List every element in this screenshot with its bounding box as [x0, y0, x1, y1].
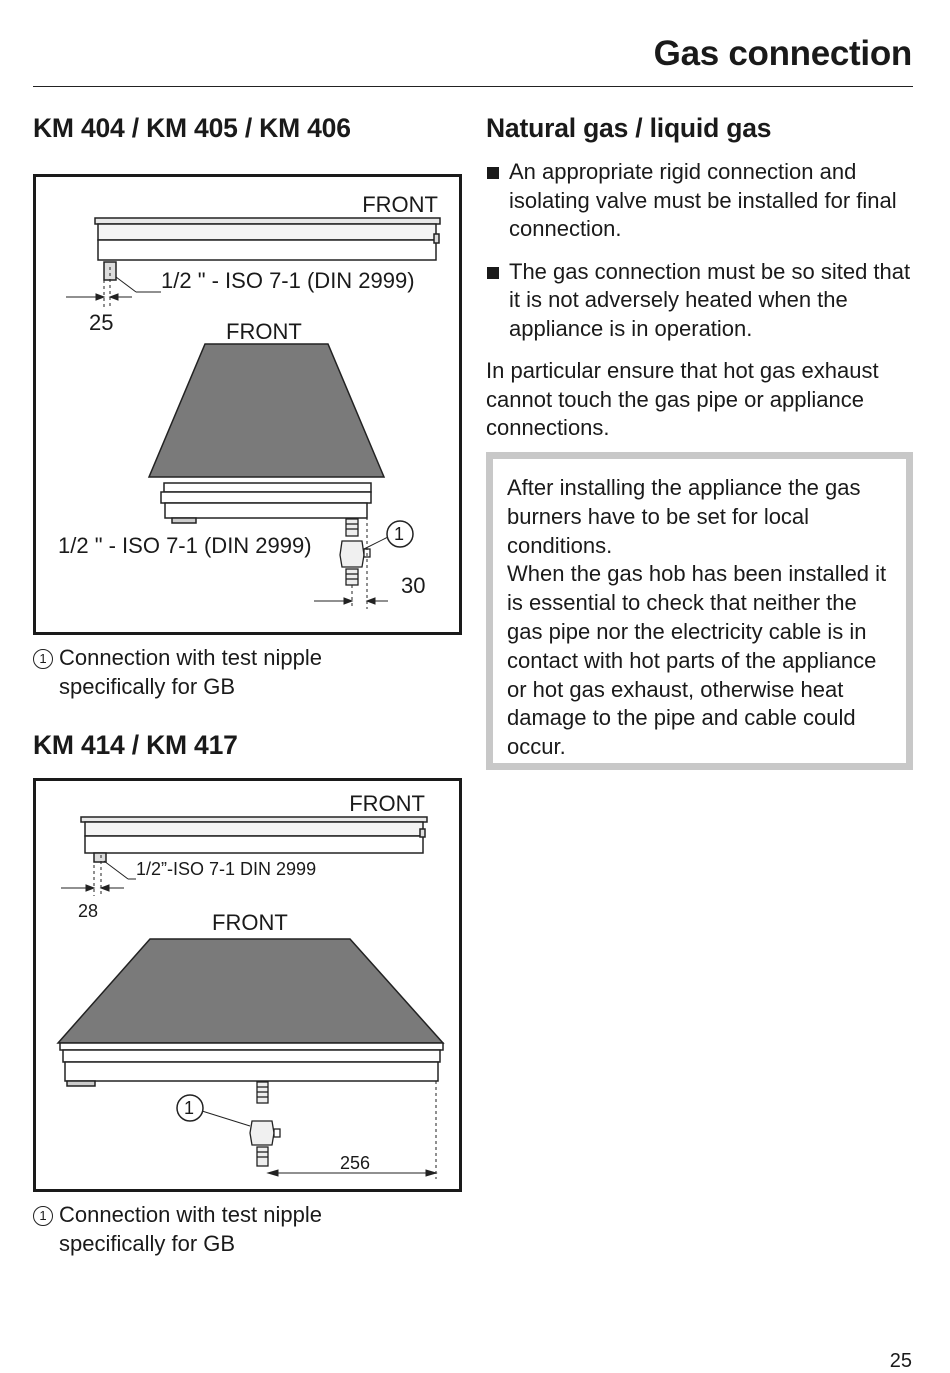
front-label-top: FRONT — [362, 192, 438, 217]
bullet-square-icon — [487, 167, 499, 179]
figure-caption-km414 — [33, 1200, 453, 1258]
requirements-list — [486, 158, 916, 357]
caption-line-2: specifically for GB — [59, 674, 236, 699]
figure-km414-diagram — [33, 778, 462, 1192]
figure-km404-diagram — [33, 174, 462, 635]
page-title: Gas connection — [653, 34, 912, 73]
caption-line-1-km414: Connection with test nipple — [59, 1202, 322, 1227]
exhaust-paragraph: In particular ensure that hot gas exhaust cannot touch the gas pipe or appliance connections. — [486, 358, 879, 440]
note-line-1: After installing the appliance the gas burners have to be set for local conditions. — [507, 475, 861, 558]
title-divider — [33, 86, 913, 87]
front-label-mid: FRONT — [226, 319, 302, 344]
figure-caption-km404 — [33, 643, 453, 701]
section-heading-km414: KM 414 / KM 417 — [33, 730, 238, 760]
caption-line-2-km414: specifically for GB — [59, 1231, 236, 1256]
bullet-square-icon — [487, 267, 499, 279]
callout-circle-1-km414: 1 — [33, 1206, 53, 1226]
gas-connector-km404 — [340, 519, 388, 585]
front-label-top-km414: FRONT — [349, 791, 425, 816]
dimension-25-label: 25 — [89, 310, 114, 335]
hob-top-view — [149, 344, 384, 523]
hob-side-view-km414 — [81, 817, 427, 862]
hob-top-view-km414 — [58, 939, 443, 1086]
gas-connector-km414 — [202, 1082, 280, 1166]
hob-diagram-km414-svg — [36, 781, 459, 1189]
list-item — [486, 158, 916, 244]
callout-circle-1: 1 — [33, 649, 53, 669]
section-heading-natural-gas: Natural gas / liquid gas — [486, 113, 772, 143]
dimension-256-label: 256 — [340, 1153, 371, 1173]
page-number: 25 — [889, 1350, 912, 1372]
pipe-thread-label-bottom: 1/2 " - ISO 7-1 (DIN 2999) — [58, 533, 312, 558]
note-box — [486, 452, 913, 770]
callout-number-1: 1 — [394, 524, 405, 544]
section-heading-km404: KM 404 / KM 405 / KM 406 — [33, 113, 351, 143]
bullet-text: An appropriate rigid connection and isolating valve must be installed for final connection. — [509, 159, 897, 241]
note-line-2: When the gas hob has been installed it is essential to check that neither the gas pipe nor the electricity cable is in contact with hot parts of the appliance or hot gas exhaust, otherwise heat damage to the pipe and cable could occur. — [507, 561, 887, 760]
dimension-28-label: 28 — [78, 901, 99, 921]
callout-number-1-km414: 1 — [184, 1098, 195, 1118]
front-label-mid-km414: FRONT — [212, 910, 288, 935]
caption-line-1: Connection with test nipple — [59, 645, 322, 670]
dimension-30-label: 30 — [401, 573, 426, 598]
list-item — [486, 258, 916, 344]
pipe-thread-label-km414: 1/2”-ISO 7-1 DIN 2999 — [136, 859, 317, 879]
bullet-text: The gas connection must be so sited that it is not adversely heated when the appliance is in operation. — [509, 258, 911, 341]
hob-diagram-km404-svg — [36, 177, 459, 632]
pipe-thread-label-top: 1/2 " - ISO 7-1 (DIN 2999) — [161, 268, 415, 293]
